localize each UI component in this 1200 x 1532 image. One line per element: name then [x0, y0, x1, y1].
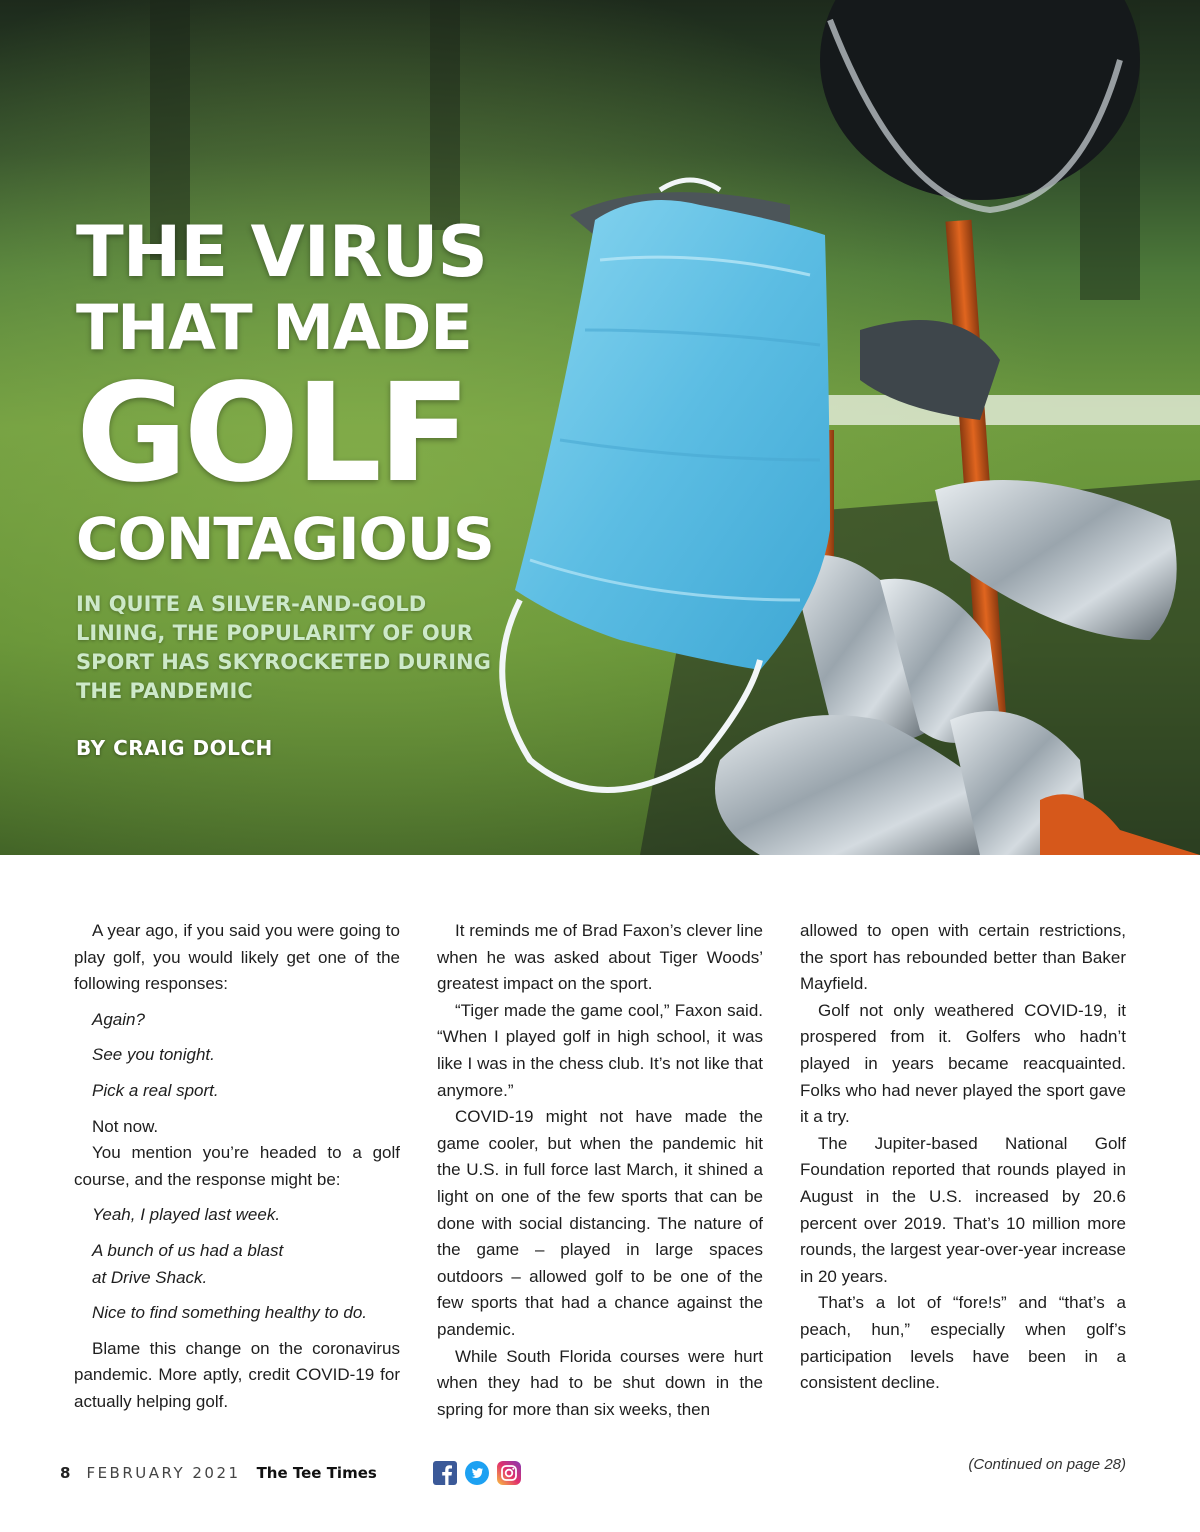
byline: BY CRAIG DOLCH: [76, 736, 273, 760]
quote: Nice to find something healthy to do.: [92, 1303, 367, 1323]
paragraph: Blame this change on the coronavirus pandemic. More aptly, credit COVID-19 for actually helping golf.: [74, 1338, 400, 1411]
headline-line-1: THE VIRUS: [76, 211, 487, 293]
paragraph: A year ago, if you said you were going to play golf, you would likely get one of the following responses:: [74, 921, 400, 994]
article-column-3: [800, 918, 1126, 1397]
article-column-2: [437, 918, 763, 1423]
social-links: [433, 1461, 521, 1485]
paragraph: allowed to open with certain restrictions, the sport has rebounded better than Baker Mayfield.: [800, 921, 1126, 994]
facebook-icon[interactable]: [433, 1461, 457, 1485]
paragraph: You mention you’re headed to a golf course, and the response might be:: [74, 1143, 400, 1189]
article-column-1: [74, 918, 400, 1416]
paragraph: The Jupiter-based National Golf Foundation reported that rounds played in August in the U.S. increased by 20.6 percent over 2019. That’s 10 million more rounds, the largest year-over-year increase in 20 years.: [800, 1133, 1126, 1286]
quote: at Drive Shack.: [92, 1267, 208, 1287]
paragraph: “Tiger made the game cool,” Faxon said. “When I played golf in high school, it was like I was in the chess club. It’s not like that anymore.”: [437, 1000, 763, 1100]
headline-line-2: THAT MADE: [76, 291, 472, 364]
quote: Again?: [92, 1009, 145, 1029]
page-footer: [60, 1460, 521, 1486]
quote: Yeah, I played last week.: [92, 1205, 281, 1225]
quote: See you tonight.: [92, 1045, 215, 1065]
instagram-icon[interactable]: [497, 1461, 521, 1485]
issue-date: FEBRUARY 2021: [86, 1464, 241, 1482]
paragraph: Golf not only weathered COVID-19, it prospered from it. Golfers who hadn’t played in years became reacquainted. Folks who had never played the sport gave it a try.: [800, 1000, 1126, 1127]
quote: A bunch of us had a blast: [92, 1240, 284, 1260]
publication-name: The Tee Times: [256, 1464, 377, 1482]
paragraph: It reminds me of Brad Faxon’s clever line when he was asked about Tiger Woods’ greatest impact on the sport.: [437, 921, 763, 994]
paragraph: COVID-19 might not have made the game cooler, but when the pandemic hit the U.S. in full force last March, it shined a light on one of the few sports that can be done with social distancing. The nature of the game – played in large spaces outdoors – allowed golf to be one of the few sports that had a chance against the pandemic.: [437, 1107, 763, 1339]
paragraph: While South Florida courses were hurt when they had to be shut down in the spring for more than six weeks, then: [437, 1346, 763, 1419]
paragraph: Not now.: [92, 1116, 159, 1136]
page-number: 8: [60, 1464, 71, 1482]
headline: [76, 212, 516, 574]
quote: Pick a real sport.: [92, 1080, 219, 1100]
headline-line-4: CONTAGIOUS: [76, 505, 494, 573]
twitter-icon[interactable]: [465, 1461, 489, 1485]
continued-note: (Continued on page 28): [968, 1456, 1126, 1473]
paragraph: That’s a lot of “fore!s” and “that’s a peach, hun,” especially when golf’s participation levels have been in a consistent decline.: [800, 1293, 1126, 1393]
deck-subtitle: IN QUITE A SILVER-AND-GOLD LINING, THE POPULARITY OF OUR SPORT HAS SKYROCKETED DURING THE PANDEMIC: [76, 592, 491, 703]
headline-line-3: GOLF: [76, 355, 467, 513]
